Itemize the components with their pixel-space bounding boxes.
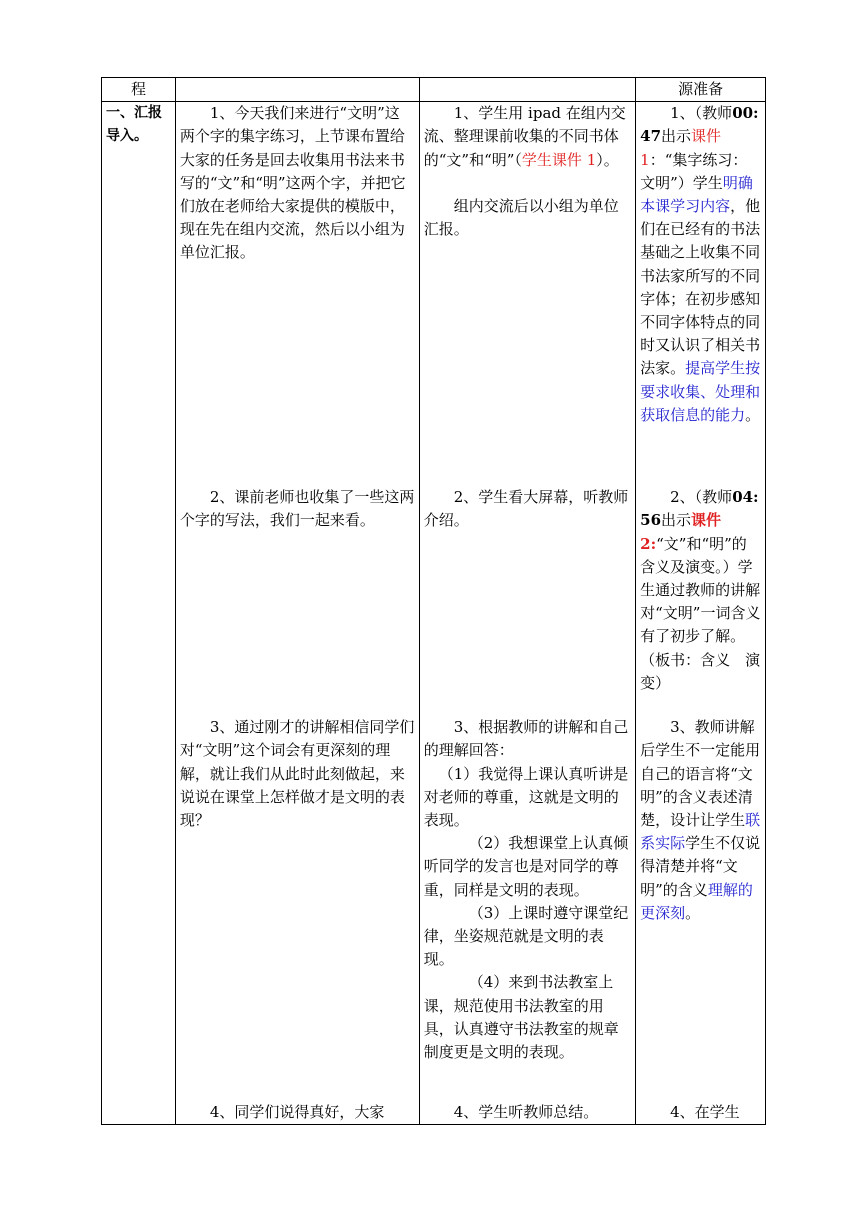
student-step-4: 4、学生听教师总结。 — [453, 1103, 599, 1122]
teacher-cell — [175, 102, 419, 1125]
resource-note-2: 2、（教师04:56出示课件2:“文”和“明”的含义及演变。）学生通过教师的讲解对“文明”一词含义有了初步了解。（板书：含义 演变） — [640, 488, 761, 692]
highlight-ability: 提高学生按要求收集、处理和获取信息的能力 — [640, 359, 761, 424]
highlight-understanding: 理解的更深刻 — [640, 880, 753, 922]
highlight-practice: 联系实际 — [640, 811, 761, 853]
resources-cell — [636, 102, 766, 1125]
highlight-objective: 明确本课学习内容 — [640, 173, 753, 216]
header-teacher — [175, 78, 419, 102]
timestamp-1: 00:47 — [640, 104, 759, 146]
timestamp-2: 04:56 — [640, 488, 759, 530]
courseware-2-label: 课件2: — [640, 511, 722, 553]
resource-note-1: 1、（教师00:47出示课件1：“集字练习：文明”）学生明确本课学习内容，他们在已经有的书法基础之上收集不同书法家所写的不同字体；在初步感知不同字体特点的同时又认识了相关书法家。提高学生按要求收集、处理和获取信息的能力。 — [640, 104, 761, 424]
teacher-step-3: 3、通过刚才的讲解相信同学们对“文明”这个词会有更深刻的理解，就让我们从此时此刻做起，来说说在课堂上怎样做才是文明的表现？ — [179, 718, 415, 830]
resource-note-4: 4、在学生 — [670, 1103, 740, 1122]
student-step-1b: 组内交流后以小组为单位汇报。 — [423, 196, 619, 239]
student-step-2: 2、学生看大屏幕，听教师介绍。 — [423, 488, 629, 530]
stage-cell — [102, 102, 176, 1125]
teacher-step-4: 4、同学们说得真好，大家 — [209, 1103, 385, 1122]
student-cell — [419, 102, 635, 1125]
student-answer-2: （2）我想课堂上认真倾听同学的发言也是对同学的尊重，同样是文明的表现。 — [423, 834, 629, 899]
header-resources: 源准备 — [636, 78, 766, 102]
courseware-1-label: 课件1 — [640, 127, 722, 169]
teacher-step-2: 2、课前老师也收集了一些这两个字的写法，我们一起来看。 — [179, 488, 415, 530]
student-step-3: 3、根据教师的讲解和自己的理解回答： — [423, 718, 629, 760]
student-step-1: 1、学生用 ipad 在组内交流、整理课前收集的不同书体的“文”和“明”（学生课件 1）。 — [423, 104, 626, 169]
stage-label: 一、汇报导入。 — [106, 105, 162, 145]
student-courseware-1: 学生课件 1 — [521, 150, 597, 169]
stage-row — [102, 102, 766, 1125]
lesson-plan-table — [101, 77, 766, 1125]
header-row — [102, 78, 766, 102]
resource-note-3: 3、教师讲解后学生不一定能用自己的语言将“文明”的含义表述清楚，设计让学生联系实际学生不仅说得清楚并将“文明”的含义理解的更深刻。 — [640, 718, 761, 922]
student-answer-1: （1）我觉得上课认真听讲是对老师的尊重，这就是文明的表现。 — [423, 764, 629, 830]
header-process: 程 — [102, 78, 176, 102]
header-student — [419, 78, 635, 102]
student-answer-3: （3）上课时遵守课堂纪律，坐姿规范就是文明的表现。 — [423, 903, 629, 969]
teacher-step-1: 1、今天我们来进行“文明”这两个字的集字练习，上节课布置给大家的任务是回去收集用书法来书写的“文”和“明”这两个字，并把它们放在老师给大家提供的模版中，现在先在组内交流，然后以小组为单位汇报。 — [179, 104, 406, 262]
student-answer-4: （4）来到书法教室上课，规范使用书法教室的用具，认真遵守书法教室的规章制度更是文明的表现。 — [423, 973, 619, 1062]
